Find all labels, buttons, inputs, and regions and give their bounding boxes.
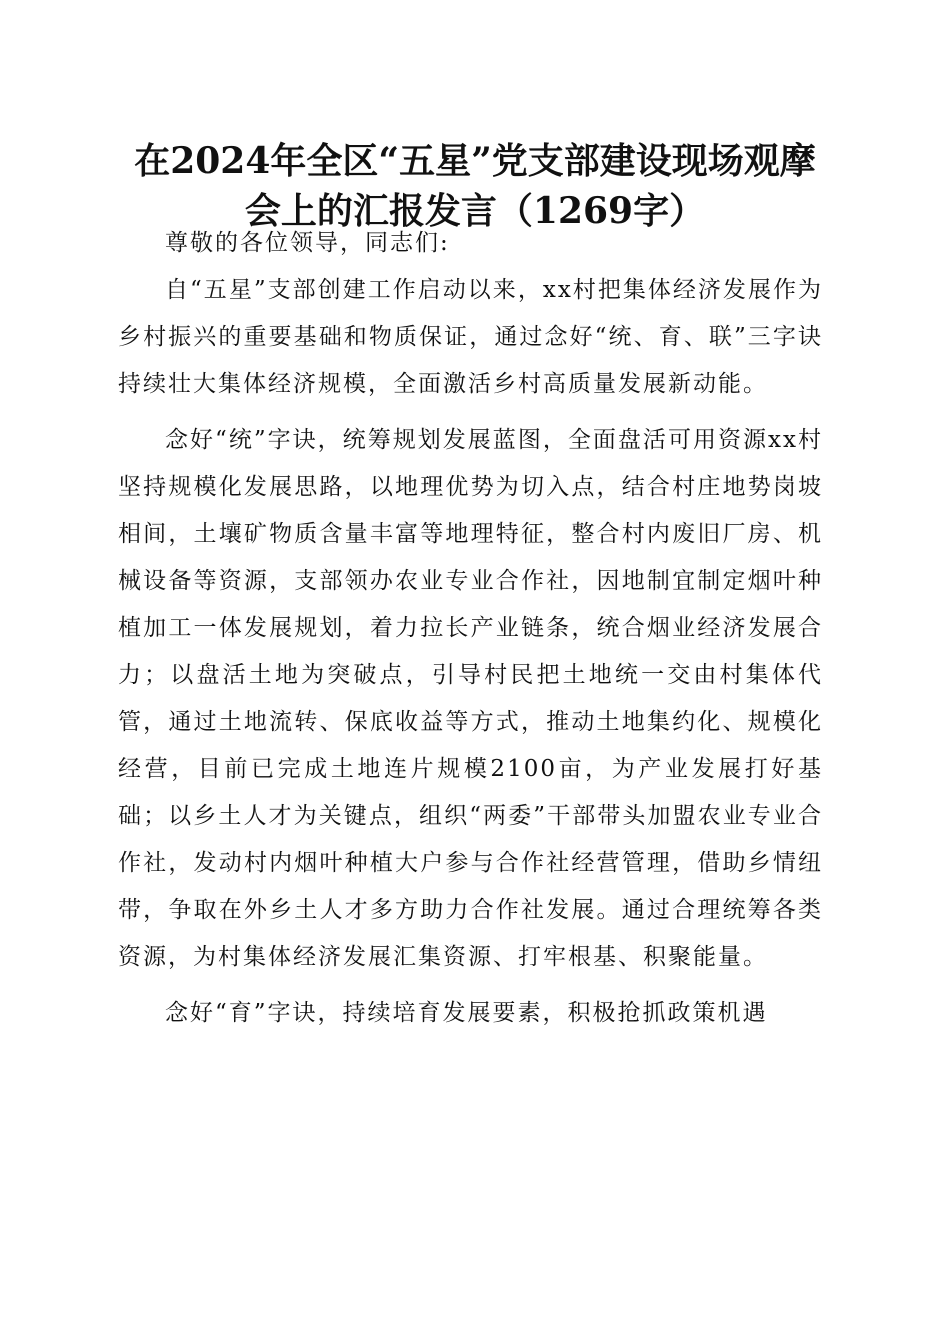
paragraph-tong: 念好“统”字诀，统筹规划发展蓝图，全面盘活可用资源xx村坚持规模化发展思路，以地理优势为切入点，结合村庄地势岗坡相间，土壤矿物质含量丰富等地理特征，整合村内废旧厂房、机械设备等资源，支部领办农业专业合作社，因地制宜制定烟叶种植加工一体发展规划，着力拉长产业链条，统合烟业经济发展合力；以盘活土地为突破点，引导村民把土地统一交由村集体代管，通过土地流转、保底收益等方式，推动土地集约化、规模化经营，目前已完成土地连片规模2100亩，为产业发展打好基础；以乡土人才为关键点，组织“两委”干部带头加盟农业专业合作社，发动村内烟叶种植大户参与合作社经营管理，借助乡情纽带，争取在外乡土人才多方助力合作社发展。通过合理统筹各类资源，为村集体经济发展汇集资源、打牢根基、积聚能量。 xyxy=(118,427,823,970)
title-line-2: 会上的汇报发言（1269字） xyxy=(244,190,706,232)
salutation: 尊敬的各位领导，同志们: xyxy=(165,230,450,256)
paragraph-intro: 自“五星”支部创建工作启动以来，xx村把集体经济发展作为乡村振兴的重要基础和物质保证，通过念好“统、育、联”三字诀持续壮大集体经济规模，全面激活乡村高质量发展新动能。 xyxy=(118,277,823,397)
document-body xyxy=(118,220,823,1037)
paragraph-yu: 念好“育”字诀，持续培育发展要素，积极抢抓政策机遇 xyxy=(165,1000,768,1026)
title-line-1: 在2024年全区“五星”党支部建设现场观摩 xyxy=(134,140,816,182)
